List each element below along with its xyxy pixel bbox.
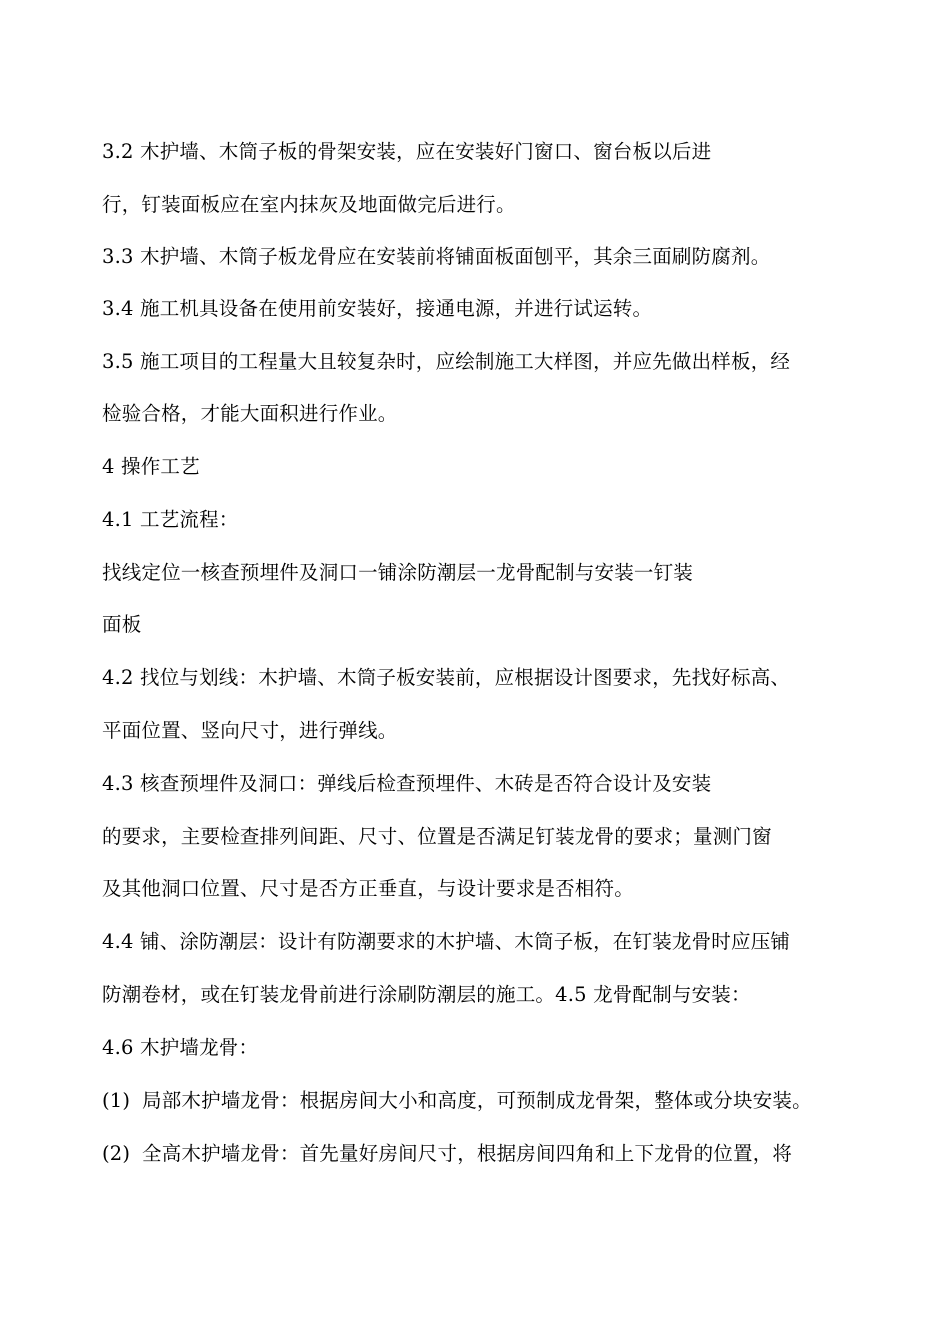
paragraph-3-2-line-2: 行，钉装面板应在室内抹灰及地面做完后进行。: [102, 193, 516, 216]
paragraph-3-5-line-2: 检验合格，才能大面积进行作业。: [102, 402, 398, 425]
list-item-text: 全高木护墙龙骨：首先量好房间尺寸，根据房间四角和上下龙骨的位置，将: [142, 1142, 793, 1165]
subheading-4-6: 4.6 木护墙龙骨：: [102, 1036, 259, 1059]
paragraph-3-5-line-1: 3.5 施工项目的工程量大且较复杂时，应绘制施工大样图，并应先做出样板，经: [102, 350, 791, 373]
paragraph-3-3: 3.3 木护墙、木筒子板龙骨应在安装前将铺面板面刨平，其余三面刷防腐剂。: [102, 245, 771, 268]
paragraph-4-3-line-2: 的要求，主要检查排列间距、尺寸、位置是否满足钉装龙骨的要求；量测门窗: [102, 825, 772, 848]
list-item-text: 局部木护墙龙骨：根据房间大小和高度，可预制成龙骨架，整体或分块安装。: [142, 1089, 812, 1112]
section-heading-4: 4 操作工艺: [102, 455, 200, 478]
paragraph-4-2-line-1: 4.2 找位与划线：木护墙、木筒子板安装前，应根据设计图要求，先找好标高、: [102, 666, 791, 689]
paragraph-3-4: 3.4 施工机具设备在使用前安装好，接通电源，并进行试运转。: [102, 297, 653, 320]
process-flow-line-1: 找线定位一核查预埋件及洞口一铺涂防潮层一龙骨配制与安装一钉装: [102, 561, 694, 584]
subheading-4-1: 4.1 工艺流程：: [102, 508, 239, 531]
list-marker: (1): [102, 1089, 131, 1112]
paragraph-4-3-line-3: 及其他洞口位置、尺寸是否方正垂直，与设计要求是否相符。: [102, 877, 634, 900]
paragraph-4-4-line-1: 4.4 铺、涂防潮层：设计有防潮要求的木护墙、木筒子板，在钉装龙骨时应压铺: [102, 930, 791, 953]
paragraph-4-4-line-2: 防潮卷材，或在钉装龙骨前进行涂刷防潮层的施工。4.5 龙骨配制与安装：: [102, 983, 751, 1006]
paragraph-3-2-line-1: 3.2 木护墙、木筒子板的骨架安装，应在安装好门窗口、窗台板以后进: [102, 140, 712, 163]
paragraph-4-3-line-1: 4.3 核查预埋件及洞口：弹线后检查预埋件、木砖是否符合设计及安装: [102, 772, 712, 795]
process-flow-line-2: 面板: [102, 613, 142, 636]
list-marker: (2): [102, 1142, 131, 1165]
list-item: [102, 1088, 812, 1114]
list-item: [102, 1141, 792, 1167]
paragraph-4-2-line-2: 平面位置、竖向尺寸，进行弹线。: [102, 719, 398, 742]
